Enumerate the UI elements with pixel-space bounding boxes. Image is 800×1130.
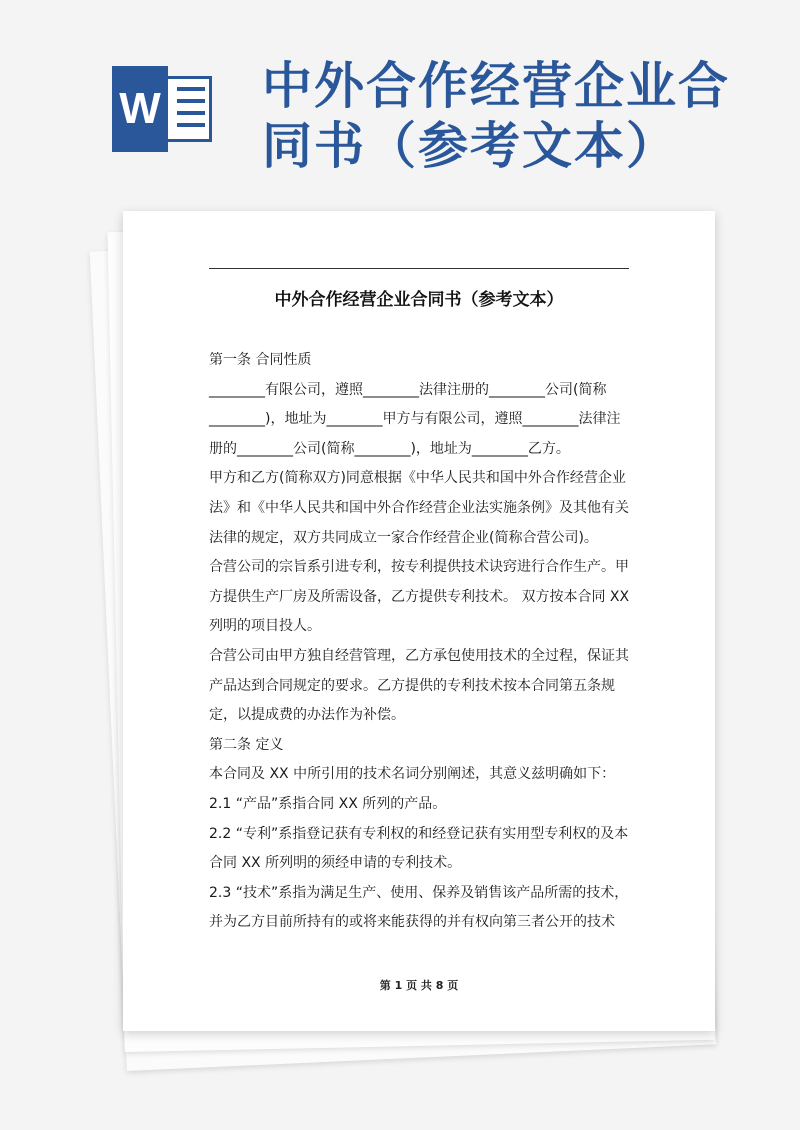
paragraph: 2.3 “技术”系指为满足生产、使用、保养及销售该产品所需的技术，并为乙方目前所持有的或将来能获得的并有权向第三者公开的技术	[209, 884, 629, 931]
paragraph: 合营公司的宗旨系引进专利，按专利提供技术诀窍进行合作生产。甲方提供生产厂房及所需设备，乙方提供专利技术。 双方按本合同 XX 列明的项目投人。	[209, 559, 630, 635]
document-title: 中外合作经营企业合同书（参考文本）	[274, 290, 564, 310]
header-rule	[209, 268, 629, 269]
word-badge: W	[112, 66, 168, 152]
banner-title: 中外合作经营企业合同书（参考文本）	[262, 57, 730, 175]
paragraph: 第二条 定义	[209, 736, 284, 753]
line-icon	[177, 111, 205, 115]
document-page	[123, 211, 715, 1031]
paragraph: 第一条 合同性质	[209, 352, 312, 368]
paragraph: 本合同及 XX 中所引用的技术名词分别阐述，其意义兹明确如下：	[209, 766, 616, 783]
paragraph: 合营公司由甲方独自经营管理，乙方承包使用技术的全过程，保证其产品达到合同规定的要求。乙方提供的专利技术按本合同第五条规定，以提成费的办法作为补偿。	[209, 647, 629, 724]
paragraph: 2.1 “产品”系指合同 XX 所列的产品。	[209, 795, 447, 812]
paragraph: 甲方和乙方(简称双方)同意根据《中华人民共和国中外合作经营企业法》和《中华人民共和国中外合作经营企业法实施条例》及其他有关法律的规定，双方共同成立一家合作经营企业(简称合营公司)。	[209, 470, 629, 546]
document-body	[209, 346, 633, 938]
paragraph: 2.2 “专利”系指登记获有专利权的和经登记获有实用型专利权的及本合同 XX 所列明的须经申请的专利技术。	[209, 825, 629, 872]
line-icon	[177, 123, 205, 127]
paragraph: ________有限公司，遵照________法律注册的________公司(简称________)，地址为________甲方与有限公司，遵照________法律注册的________公司(简称________)，地址为________乙方。	[209, 381, 621, 457]
line-icon	[177, 87, 205, 91]
page-footer: 第 1 页 共 8 页	[379, 979, 459, 992]
line-icon	[177, 99, 205, 103]
word-document-icon	[112, 66, 216, 152]
